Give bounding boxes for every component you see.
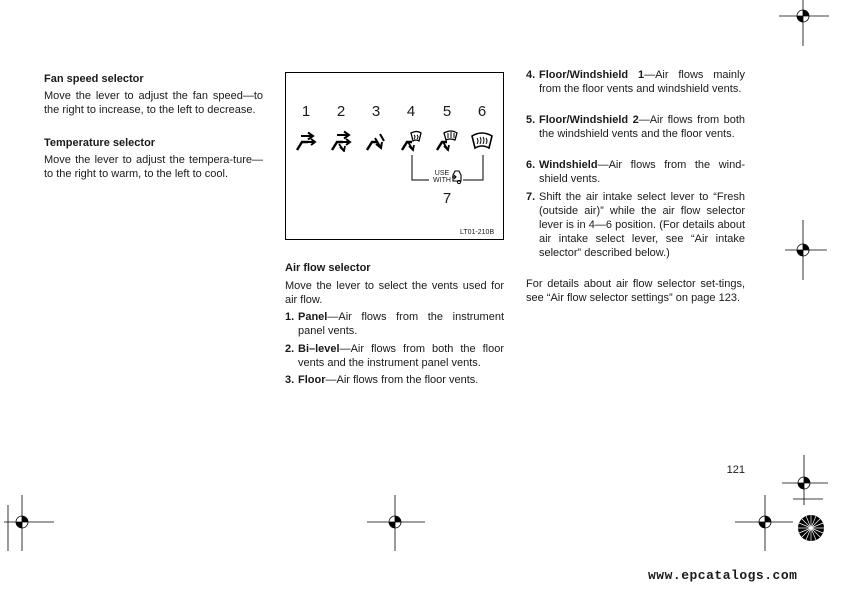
list-item-term: Floor/Windshield 1 [539, 69, 645, 81]
list-item-term: Bi–level [298, 343, 340, 355]
list-item-floor-windshield-1 [526, 68, 745, 96]
list-item-number: 2. [285, 343, 295, 355]
list-item-number: 1. [285, 311, 295, 323]
list-item-term: Windshield [539, 159, 598, 171]
fan-speed-heading: Fan speed selector [44, 73, 144, 85]
figure-number-2: 2 [336, 103, 346, 120]
list-item-panel [285, 310, 504, 338]
closing-paragraph: For details about air flow selector set-tings, see “Air flow selector settings” on page 123. [526, 278, 745, 304]
list-item-desc: —Air flows from the floor vents. [325, 374, 479, 386]
list-item-number: 3. [285, 374, 295, 386]
temperature-text: Move the lever to adjust the tempera-ture—to the right to warm, to the left to cool. [44, 154, 263, 180]
figure-code: LT01-210B [460, 229, 495, 236]
list-item-desc: Shift the air intake select lever to “Fresh (outside air)” while the air flow selector lever is in 4—6 position. (For details about air intake select lever, see “Air intake selector” described below.) [539, 191, 745, 259]
list-item-term: Floor/Windshield 2 [539, 114, 639, 126]
list-item-floor-windshield-2 [526, 113, 745, 141]
list-item-term: Floor [298, 374, 326, 386]
temperature-heading: Temperature selector [44, 137, 156, 149]
figure-number-6: 6 [477, 103, 487, 120]
use-with-label-line1: USE [434, 170, 450, 177]
footer-url: www.epcatalogs.com [648, 568, 798, 583]
fresh-air-car-icon [451, 169, 463, 185]
air-flow-heading: Air flow selector [285, 262, 371, 274]
registration-mark-top-right [775, 0, 831, 48]
figure-number-5: 5 [442, 103, 452, 120]
fan-speed-text: Move the lever to adjust the fan speed—to the right to increase, to the left to decrease. [44, 90, 263, 116]
list-item-bi-level [285, 342, 504, 370]
list-item-floor [285, 373, 504, 387]
list-item-number: 5. [526, 114, 536, 126]
registration-mark-right-middle [785, 220, 829, 280]
air-flow-intro: Move the lever to select the vents used for air flow. [285, 280, 504, 306]
list-item-term: Panel [298, 311, 328, 323]
list-item-windshield [526, 158, 745, 186]
registration-mark-bottom-center [365, 495, 427, 555]
bracket-lines [286, 73, 503, 239]
list-item-number: 7. [526, 191, 536, 203]
registration-mark-bottom-left [0, 495, 60, 555]
figure-number-4: 4 [406, 103, 416, 120]
list-item-desc: —Air flows from both the windshield vents and the floor vents. [539, 114, 745, 140]
air-flow-figure [285, 72, 504, 240]
page-number: 121 [726, 464, 745, 476]
list-item-number: 4. [526, 69, 536, 81]
list-item-number: 6. [526, 159, 536, 171]
figure-callout-7: 7 [442, 190, 452, 207]
color-target-wheel [796, 513, 826, 543]
use-with-label-line2: WITH [433, 177, 451, 184]
figure-number-3: 3 [371, 103, 381, 120]
figure-number-1: 1 [301, 103, 311, 120]
list-item-desc: —Air flows from both the floor vents and the instrument panel vents. [298, 343, 504, 369]
list-item-desc: —Air flows mainly from the floor vents and windshield vents. [539, 69, 745, 95]
list-item-desc: —Air flows from the wind-shield vents. [539, 159, 745, 185]
list-item-desc: —Air flows from the instrument panel vents. [298, 311, 504, 337]
list-item-air-intake-note [526, 190, 745, 260]
